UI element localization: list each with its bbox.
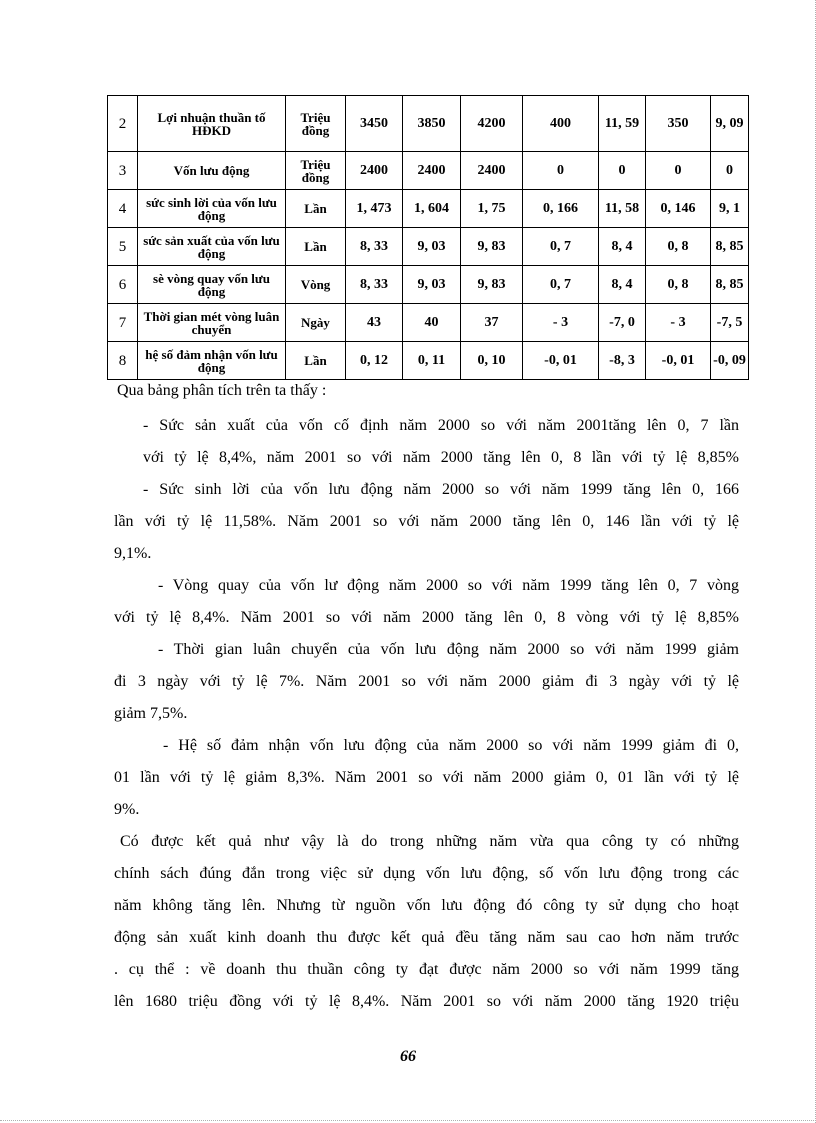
para-line-1: - Sức sản xuất của vốn cố định năm 2000 so với năm 2001tăng lên 0, 7 lần xyxy=(143,417,739,434)
table-row xyxy=(108,96,749,152)
para-line-9: đi 3 ngày với tỷ lệ 7%. Năm 2001 so với năm 2000 giảm đi 3 ngày với tỷ lệ xyxy=(114,673,739,690)
row-number: 5 xyxy=(108,228,138,266)
row-number: 4 xyxy=(108,190,138,228)
table-body xyxy=(108,96,749,380)
unit: Triệu đồng xyxy=(286,152,346,190)
para-line-2: với tỷ lệ 8,4%, năm 2001 so với năm 2000 tăng lên 0, 8 lần với tỷ lệ 8,85% xyxy=(143,449,739,466)
para-line-8: - Thời gian luân chuyển của vốn lưu động năm 2000 so với năm 1999 giảm xyxy=(158,641,739,658)
value-2000: 9, 03 xyxy=(403,228,461,266)
indicator-name: sè vòng quay vốn lưu động xyxy=(138,266,286,304)
para-line-5: 9,1%. xyxy=(114,545,152,562)
value-2000: 2400 xyxy=(403,152,461,190)
pct-2001-2000: -0, 09 xyxy=(711,342,749,380)
value-1999: 0, 12 xyxy=(346,342,403,380)
diff-2001-2000: 0, 8 xyxy=(646,266,711,304)
pct-2000-1999: 11, 58 xyxy=(599,190,646,228)
diff-2001-2000: 0 xyxy=(646,152,711,190)
value-2001: 37 xyxy=(461,304,523,342)
value-1999: 1, 473 xyxy=(346,190,403,228)
diff-2000-1999: -0, 01 xyxy=(523,342,599,380)
diff-2001-2000: 0, 8 xyxy=(646,228,711,266)
para-line-15: chính sách đúng đắn trong việc sử dụng vốn lưu động, số vốn lưu động trong các xyxy=(114,865,739,882)
para-line-10: giảm 7,5%. xyxy=(114,705,188,722)
pct-2001-2000: 9, 1 xyxy=(711,190,749,228)
value-2000: 3850 xyxy=(403,96,461,152)
pct-2000-1999: -7, 0 xyxy=(599,304,646,342)
para-line-7: với tỷ lệ 8,4%. Năm 2001 so với năm 2000 tăng lên 0, 8 vòng với tỷ lệ 8,85% xyxy=(114,609,739,626)
analysis-table xyxy=(107,95,749,380)
para-line-13: 9%. xyxy=(114,801,140,818)
para-line-11: - Hệ số đảm nhận vốn lưu động của năm 2000 so với năm 1999 giảm đi 0, xyxy=(163,737,739,754)
value-2001: 1, 75 xyxy=(461,190,523,228)
table-row xyxy=(108,266,749,304)
value-1999: 3450 xyxy=(346,96,403,152)
unit: Lần xyxy=(286,342,346,380)
unit: Lần xyxy=(286,228,346,266)
value-1999: 2400 xyxy=(346,152,403,190)
para-line-16: năm không tăng lên. Nhưng từ nguồn vốn lưu động đó công ty sử dụng cho hoạt xyxy=(114,897,739,914)
row-number: 7 xyxy=(108,304,138,342)
value-2001: 0, 10 xyxy=(461,342,523,380)
value-2001: 9, 83 xyxy=(461,266,523,304)
row-number: 8 xyxy=(108,342,138,380)
page-border-bottom xyxy=(0,1120,816,1121)
para-line-17: động sản xuất kinh doanh thu được kết quả đều tăng năm sau cao hơn năm trước xyxy=(114,929,739,946)
row-number: 3 xyxy=(108,152,138,190)
para-line-12: 01 lần với tỷ lệ giảm 8,3%. Năm 2001 so với năm 2000 giảm 0, 01 lần với tỷ lệ xyxy=(114,769,739,786)
para-line-14: Có được kết quả như vậy là do trong những năm vừa qua công ty có những xyxy=(120,833,739,850)
unit: Vòng xyxy=(286,266,346,304)
pct-2000-1999: 8, 4 xyxy=(599,266,646,304)
unit: Ngày xyxy=(286,304,346,342)
value-1999: 43 xyxy=(346,304,403,342)
row-number: 6 xyxy=(108,266,138,304)
para-line-6: - Vòng quay của vốn lư động năm 2000 so với năm 1999 tăng lên 0, 7 vòng xyxy=(158,577,739,594)
diff-2000-1999: 0, 7 xyxy=(523,266,599,304)
pct-2001-2000: -7, 5 xyxy=(711,304,749,342)
value-2001: 2400 xyxy=(461,152,523,190)
para-line-3: - Sức sinh lời của vốn lưu động năm 2000 so với năm 1999 tăng lên 0, 166 xyxy=(143,481,739,498)
diff-2001-2000: 350 xyxy=(646,96,711,152)
diff-2001-2000: - 3 xyxy=(646,304,711,342)
diff-2000-1999: 0 xyxy=(523,152,599,190)
indicator-name: sức sản xuất của vốn lưu động xyxy=(138,228,286,266)
value-2000: 0, 11 xyxy=(403,342,461,380)
table-row xyxy=(108,304,749,342)
pct-2001-2000: 9, 09 xyxy=(711,96,749,152)
pct-2001-2000: 0 xyxy=(711,152,749,190)
para-line-18: . cụ thể : về doanh thu thuần công ty đạt được năm 2000 so với năm 1999 tăng xyxy=(114,961,739,978)
indicator-name: hệ số đảm nhận vốn lưu động xyxy=(138,342,286,380)
para-line-4: lần với tỷ lệ 11,58%. Năm 2001 so với năm 2000 tăng lên 0, 146 lần với tỷ lệ xyxy=(114,513,739,530)
diff-2001-2000: -0, 01 xyxy=(646,342,711,380)
value-2000: 9, 03 xyxy=(403,266,461,304)
pct-2000-1999: 8, 4 xyxy=(599,228,646,266)
indicator-name: sức sinh lời của vốn lưu động xyxy=(138,190,286,228)
page-number: 66 xyxy=(400,1048,416,1065)
diff-2001-2000: 0, 146 xyxy=(646,190,711,228)
table-row xyxy=(108,190,749,228)
table-row xyxy=(108,152,749,190)
unit: Triệu đồng xyxy=(286,96,346,152)
diff-2000-1999: 0, 166 xyxy=(523,190,599,228)
indicator-name: Thời gian mét vòng luân chuyển xyxy=(138,304,286,342)
unit: Lần xyxy=(286,190,346,228)
table-row xyxy=(108,342,749,380)
value-1999: 8, 33 xyxy=(346,266,403,304)
indicator-name: Vốn lưu động xyxy=(138,152,286,190)
table-row xyxy=(108,228,749,266)
pct-2000-1999: 11, 59 xyxy=(599,96,646,152)
para-line-19: lên 1680 triệu đồng với tỷ lệ 8,4%. Năm 2001 so với năm 2000 tăng 1920 triệu xyxy=(114,993,739,1010)
value-2001: 9, 83 xyxy=(461,228,523,266)
diff-2000-1999: 0, 7 xyxy=(523,228,599,266)
diff-2000-1999: - 3 xyxy=(523,304,599,342)
pct-2001-2000: 8, 85 xyxy=(711,228,749,266)
intro-line: Qua bảng phân tích trên ta thấy : xyxy=(117,382,327,399)
indicator-name: Lợi nhuận thuần tố HĐKD xyxy=(138,96,286,152)
pct-2001-2000: 8, 85 xyxy=(711,266,749,304)
value-1999: 8, 33 xyxy=(346,228,403,266)
value-2000: 1, 604 xyxy=(403,190,461,228)
value-2001: 4200 xyxy=(461,96,523,152)
pct-2000-1999: -8, 3 xyxy=(599,342,646,380)
pct-2000-1999: 0 xyxy=(599,152,646,190)
value-2000: 40 xyxy=(403,304,461,342)
row-number: 2 xyxy=(108,96,138,152)
diff-2000-1999: 400 xyxy=(523,96,599,152)
